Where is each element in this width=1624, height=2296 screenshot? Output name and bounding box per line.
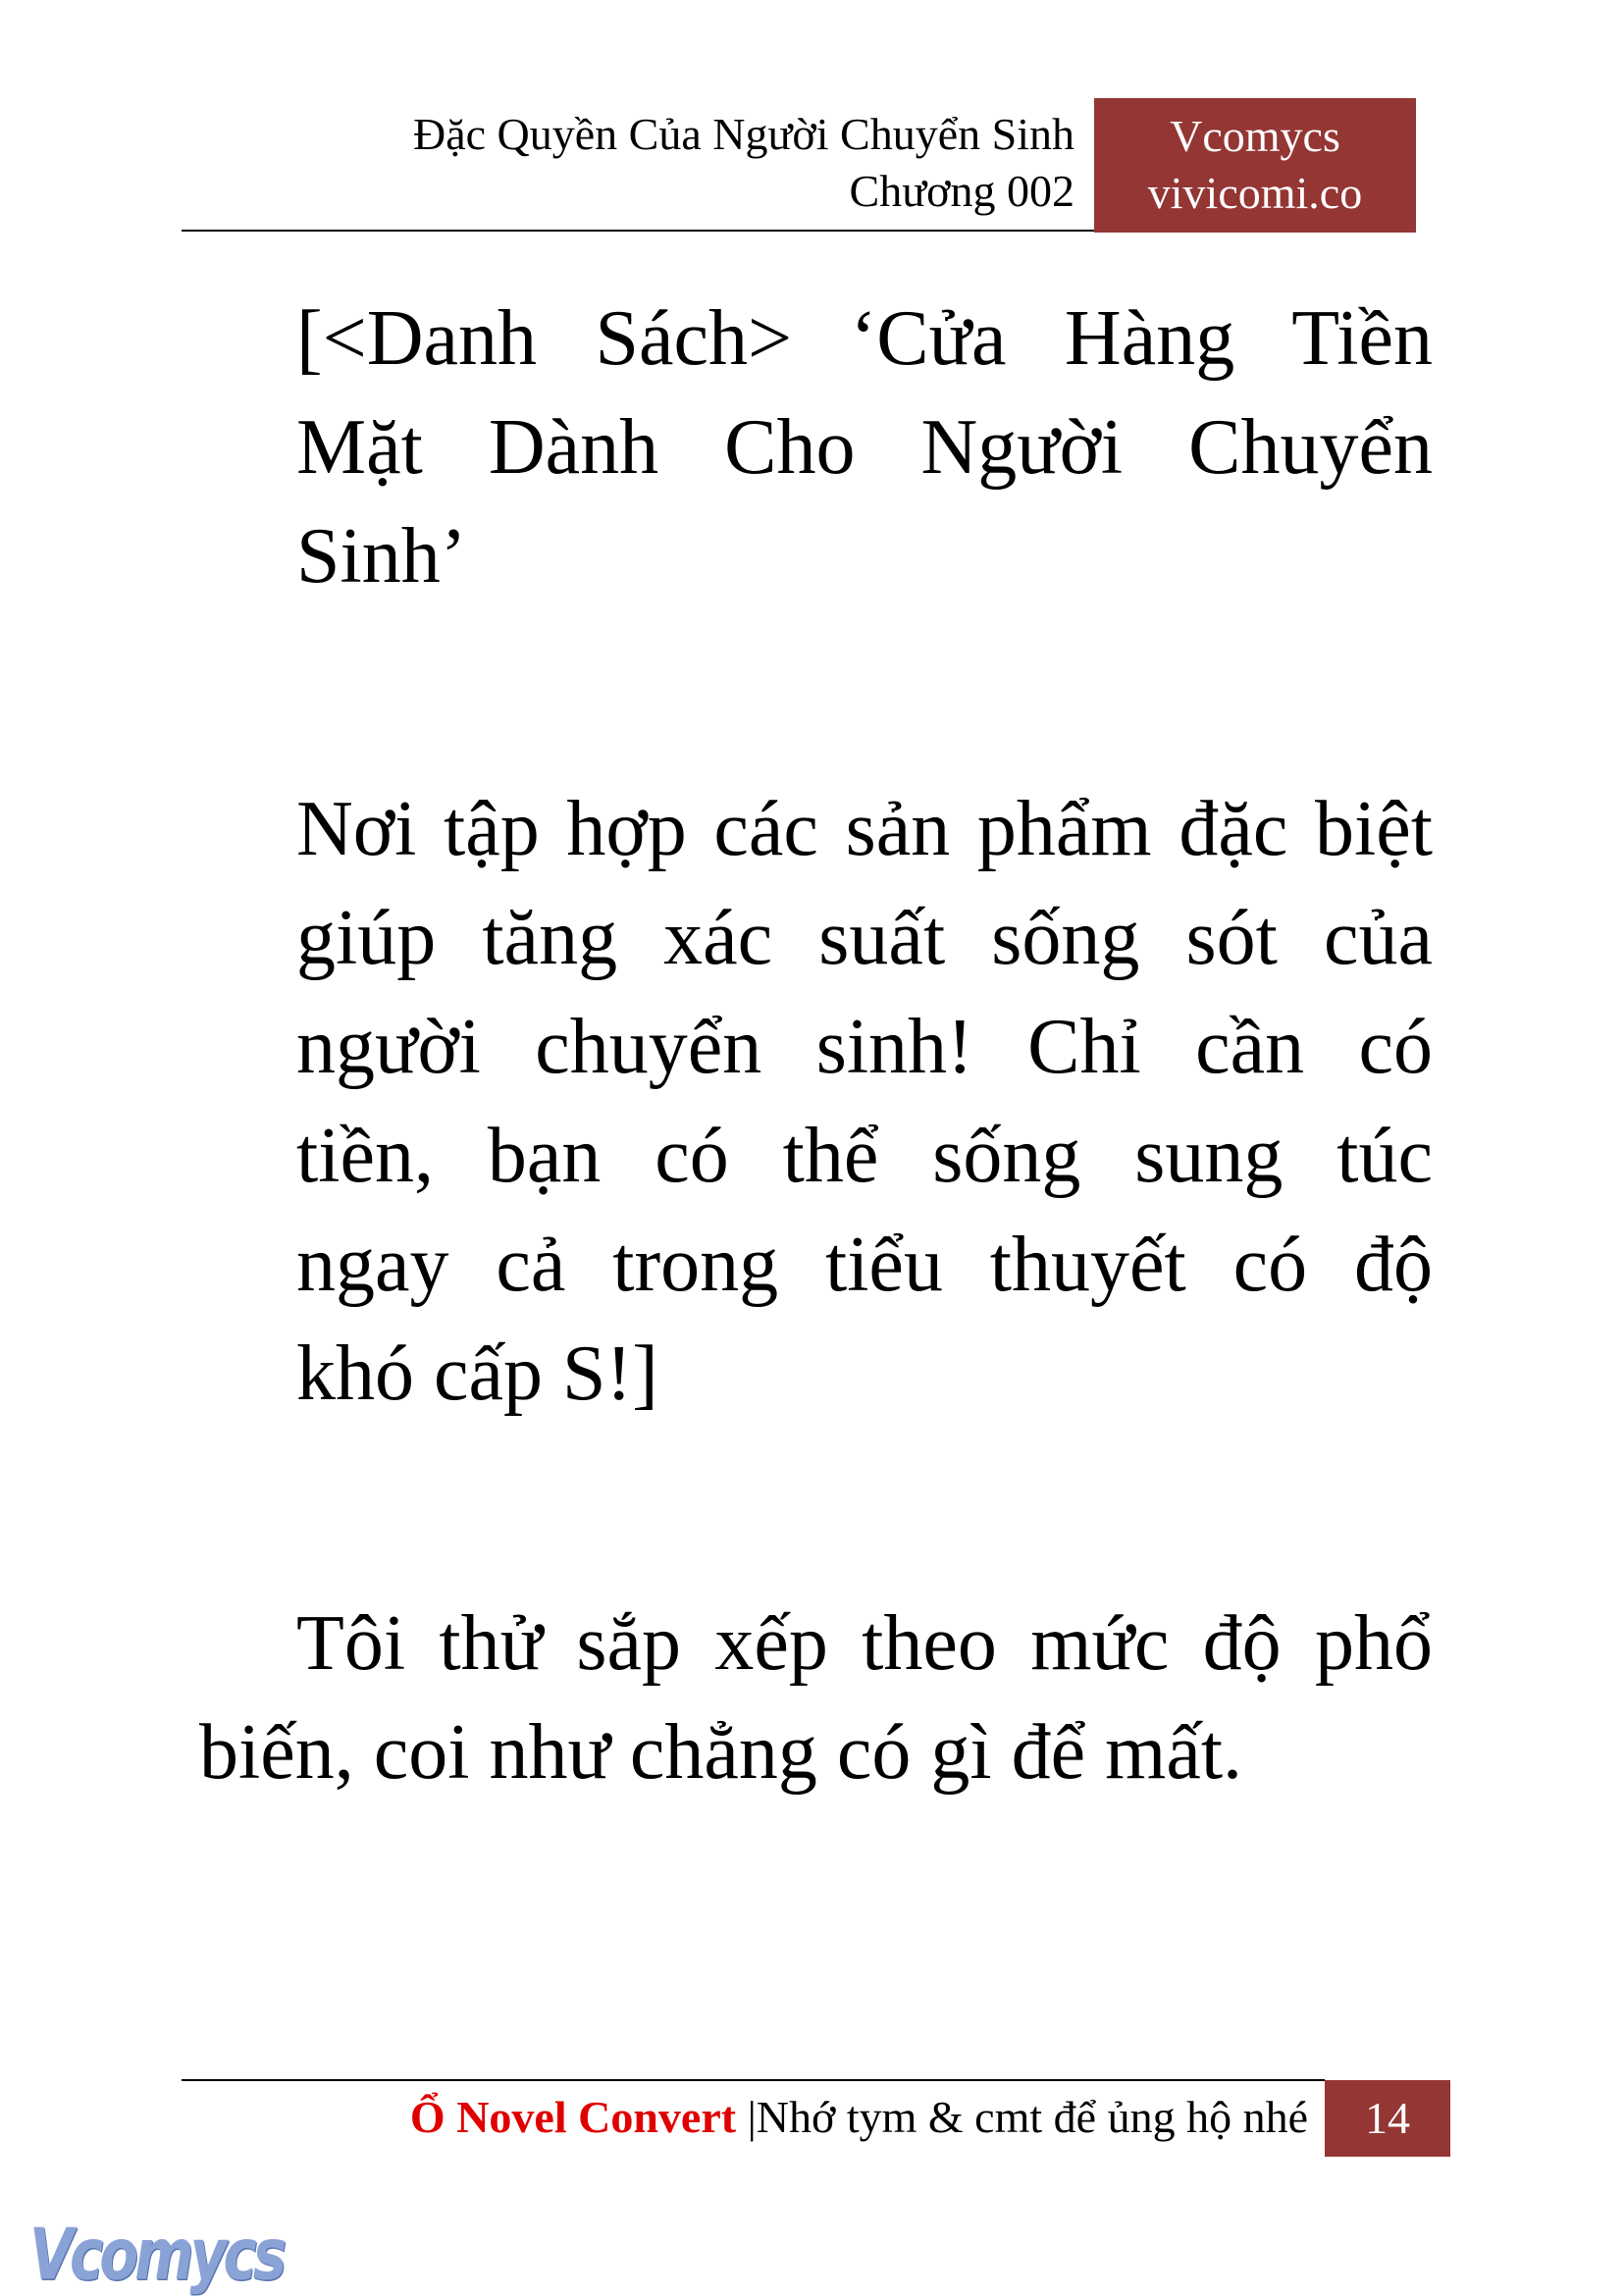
text-line: Nơi tập hợp các sản phẩm đặc biệt bbox=[296, 786, 1433, 872]
paragraph-narration bbox=[199, 1590, 1433, 1807]
text-line: người chuyển sinh! Chỉ cần có bbox=[296, 1004, 1433, 1090]
text-line: biến, coi như chẳng có gì để mất. bbox=[199, 1709, 1243, 1796]
watermark-logo: Vcomycs bbox=[29, 2213, 284, 2296]
paragraph-title bbox=[296, 285, 1433, 611]
book-title: Đặc Quyền Của Người Chuyển Sinh bbox=[412, 109, 1074, 159]
header-divider bbox=[182, 230, 1094, 232]
text-line: [<Danh Sách> ‘Cửa Hàng Tiền bbox=[296, 295, 1433, 382]
header-brand-box bbox=[1094, 98, 1416, 233]
text-line: Tôi thử sắp xếp theo mức độ phổ bbox=[296, 1600, 1433, 1687]
brand-name: Vcomycs bbox=[1170, 111, 1340, 161]
text-line: Sinh’ bbox=[296, 513, 467, 600]
paragraph-description bbox=[296, 775, 1433, 1429]
running-header bbox=[413, 106, 1074, 220]
text-line: tiền, bạn có thể sống sung túc bbox=[296, 1113, 1433, 1199]
footer-text bbox=[410, 2088, 1308, 2147]
page-number: 14 bbox=[1325, 2080, 1450, 2157]
text-line: ngay cả trong tiểu thuyết có độ bbox=[296, 1222, 1433, 1308]
footer-message: Nhớ tym & cmt để ủng hộ nhé bbox=[756, 2092, 1308, 2142]
text-line: khó cấp S!] bbox=[296, 1331, 658, 1417]
footer-brand: Ổ Novel Convert bbox=[409, 2092, 737, 2142]
text-line: giúp tăng xác suất sống sót của bbox=[296, 895, 1433, 981]
footer-divider bbox=[182, 2079, 1325, 2081]
footer-separator: | bbox=[747, 2092, 757, 2142]
brand-site: vivicomi.co bbox=[1147, 168, 1363, 218]
text-line: Mặt Dành Cho Người Chuyển bbox=[296, 404, 1433, 491]
chapter-label: Chương 002 bbox=[849, 166, 1074, 216]
